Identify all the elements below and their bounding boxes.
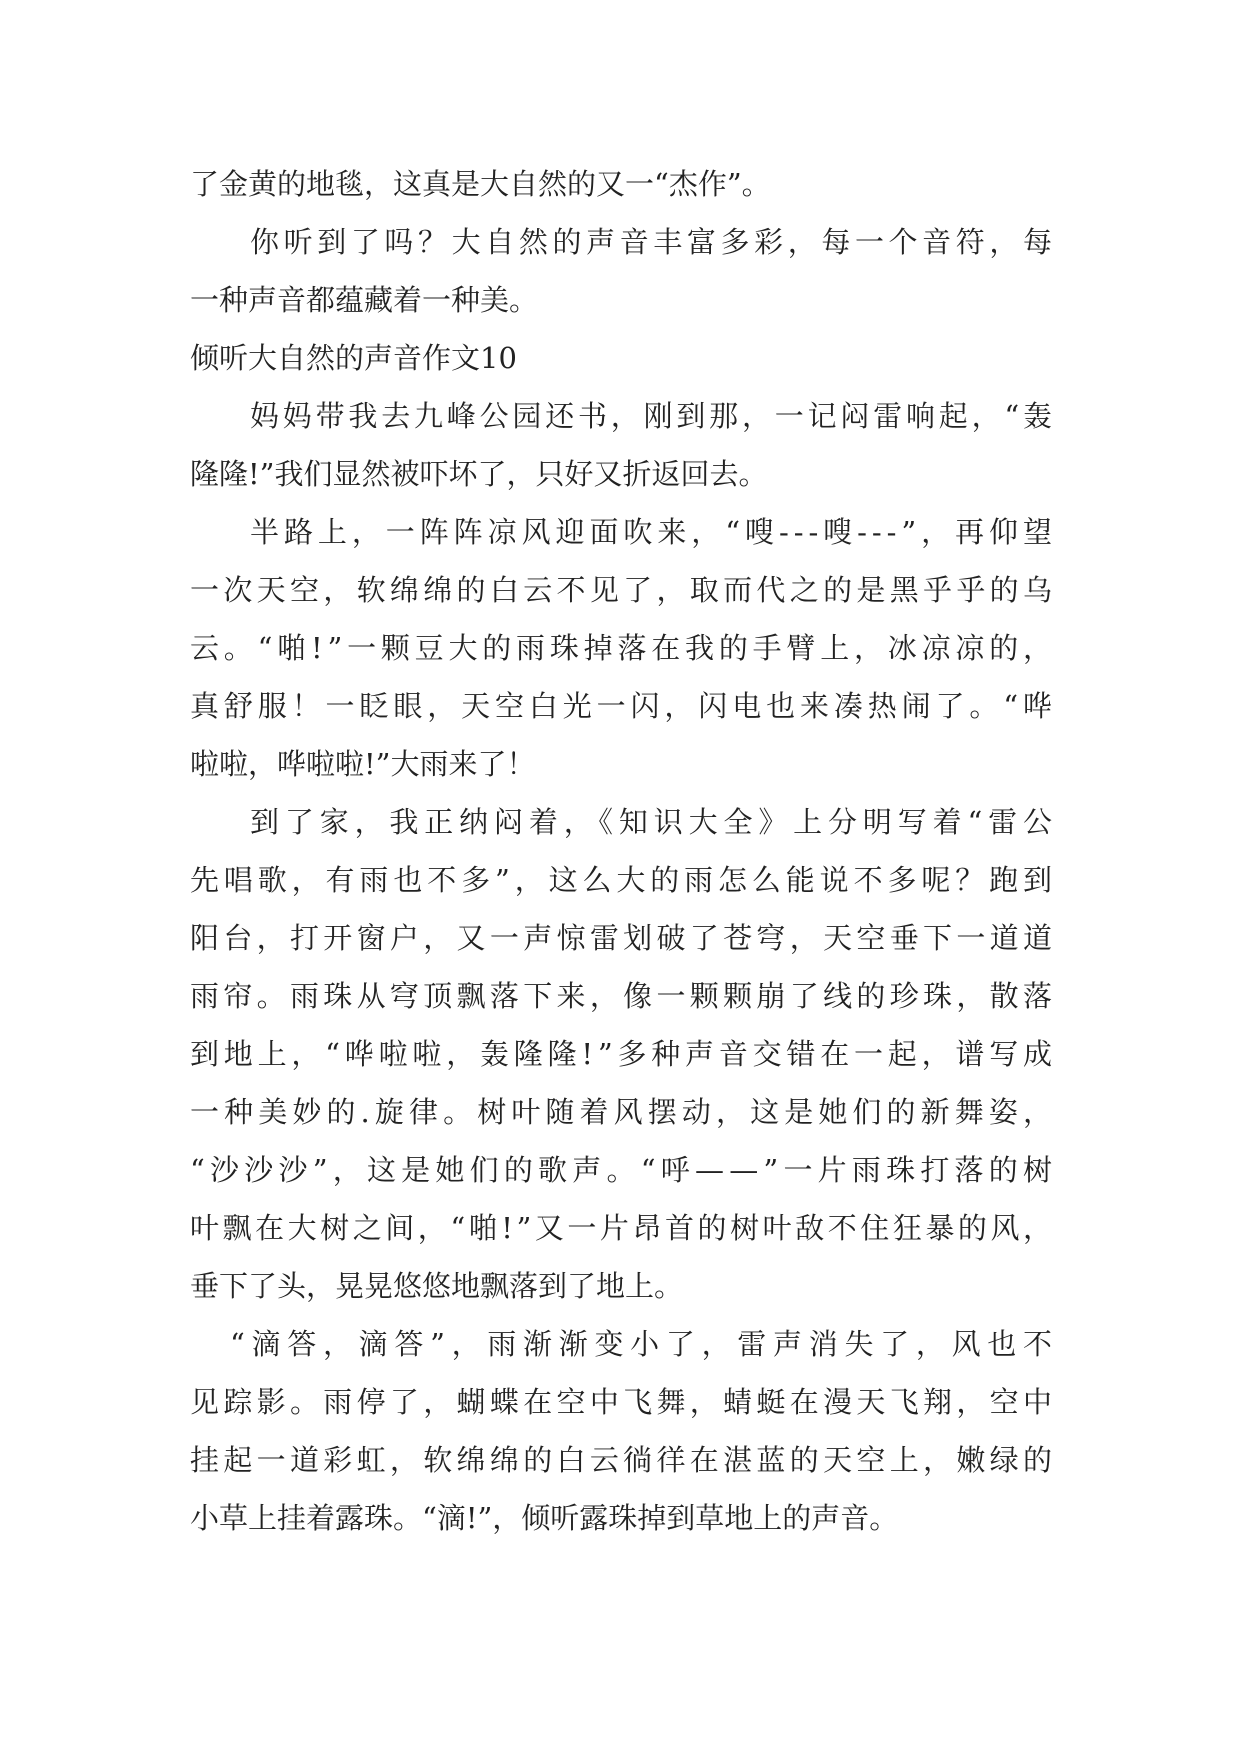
text-line	[190, 1199, 1056, 1257]
line-text: 见踪影。雨停了，蝴蝶在空中飞舞，蜻蜓在漫天飞翔，空中	[190, 1385, 1057, 1419]
text-line	[190, 1489, 1052, 1547]
text-line	[190, 793, 1058, 851]
text-line	[190, 1257, 1052, 1315]
text-line	[190, 735, 1052, 793]
text-line	[190, 1141, 1058, 1199]
line-text: 半路上，一阵阵凉风迎面吹来，“嗖---嗖---”，再仰望	[250, 515, 1057, 549]
line-text: 啦啦，哗啦啦!”大雨来了！	[190, 747, 536, 781]
text-line	[190, 677, 1057, 735]
section-heading	[190, 329, 1052, 387]
text-line	[190, 155, 1052, 213]
document-body	[190, 155, 1059, 1547]
text-line	[190, 271, 1052, 329]
line-text: 小草上挂着露珠。“滴!”，倾听露珠掉到草地上的声音。	[190, 1501, 899, 1535]
heading-text: 倾听大自然的声音作文10	[190, 341, 517, 375]
line-text: 云。“啪!”一颗豆大的雨珠掉落在我的手臂上，冰凉凉的，	[190, 631, 1057, 665]
line-text: 真舒服！一眨眼，天空白光一闪，闪电也来凑热闹了。“哗	[190, 689, 1057, 723]
line-text: 先唱歌，有雨也不多”，这么大的雨怎么能说不多呢？跑到	[190, 863, 1057, 897]
text-line	[190, 445, 1052, 503]
text-line	[190, 213, 1057, 271]
text-line	[190, 1083, 1058, 1141]
line-text: 叶飘在大树之间，“啪!”又一片昂首的树叶敌不住狂暴的风，	[190, 1211, 1056, 1245]
text-line	[190, 967, 1057, 1025]
line-text: 了金黄的地毯，这真是大自然的又一“杰作”。	[190, 167, 771, 201]
line-text: 妈妈带我去九峰公园还书，刚到那，一记闷雷响起，“轰	[250, 399, 1056, 433]
text-line	[190, 909, 1057, 967]
line-text: 到地上，“哗啦啦，轰隆隆!”多种声音交错在一起，谱写成	[190, 1037, 1057, 1071]
text-line	[190, 1431, 1057, 1489]
line-text: 到了家，我正纳闷着，《知识大全》上分明写着“雷公	[250, 805, 1058, 839]
line-text: 挂起一道彩虹，软绵绵的白云徜徉在湛蓝的天空上，嫩绿的	[190, 1443, 1057, 1477]
line-text: 你听到了吗？大自然的声音丰富多彩，每一个音符，每	[250, 225, 1057, 259]
text-line	[190, 1025, 1057, 1083]
text-line	[190, 503, 1057, 561]
text-line	[190, 561, 1057, 619]
text-line	[190, 619, 1057, 677]
line-text: “沙沙沙”，这是她们的歌声。“呼——”一片雨珠打落的树	[190, 1153, 1058, 1187]
line-text: 阳台，打开窗户，又一声惊雷划破了苍穹，天空垂下一道道	[190, 921, 1057, 955]
line-text: 一种声音都蕴藏着一种美。	[190, 283, 539, 317]
line-text: “滴答，滴答”，雨渐渐变小了，雷声消失了，风也不	[230, 1327, 1059, 1361]
line-text: 雨帘。雨珠从穹顶飘落下来，像一颗颗崩了线的珍珠，散落	[190, 979, 1057, 1013]
text-line	[190, 387, 1056, 445]
line-text: 隆隆!”我们显然被吓坏了，只好又折返回去。	[190, 457, 768, 491]
line-text: 垂下了头，晃晃悠悠地飘落到了地上。	[190, 1269, 684, 1303]
line-text: 一次天空，软绵绵的白云不见了，取而代之的是黑乎乎的乌	[190, 573, 1057, 607]
text-line	[190, 851, 1057, 909]
text-line	[190, 1373, 1057, 1431]
line-text: 一种美妙的.旋律。树叶随着风摆动，这是她们的新舞姿，	[190, 1095, 1058, 1129]
text-line	[190, 1315, 1059, 1373]
